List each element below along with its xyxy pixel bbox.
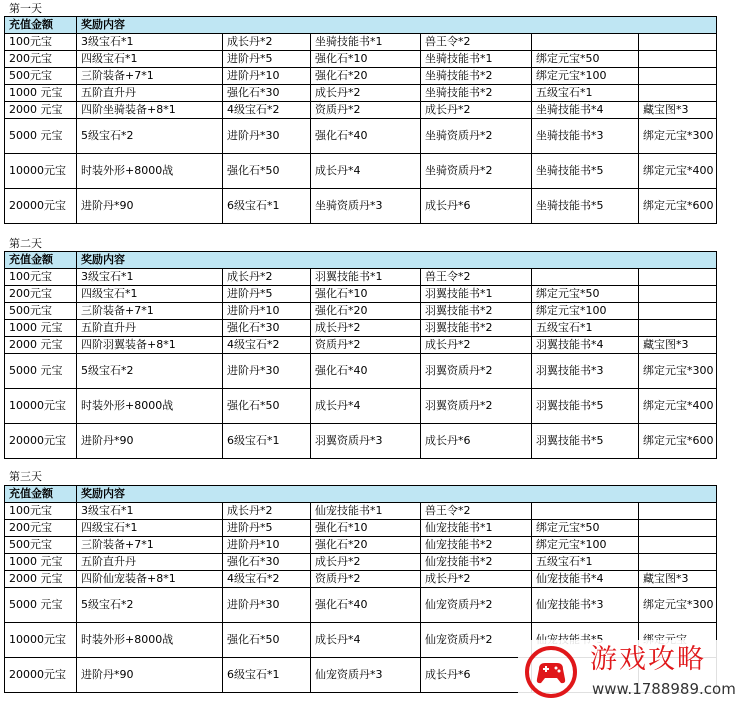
- reward-cell: 三阶装备+7*1: [77, 303, 223, 320]
- reward-cell: [532, 503, 639, 520]
- table-row: [5, 554, 717, 571]
- header-amount: 充值金额: [5, 252, 77, 269]
- table-row: [5, 154, 717, 189]
- reward-cell: 资质丹*2: [311, 571, 421, 588]
- amount-cell: 10000元宝: [5, 389, 77, 424]
- reward-cell: 进阶丹*5: [223, 520, 311, 537]
- reward-cell: 五级宝石*1: [532, 85, 639, 102]
- table-row: [5, 269, 717, 286]
- reward-cell: 仙宠技能书*2: [421, 554, 532, 571]
- amount-cell: 20000元宝: [5, 189, 77, 224]
- reward-cell: 成长丹*2: [311, 320, 421, 337]
- day-title: 第二天: [9, 237, 42, 250]
- watermark-title: 游戏攻略: [590, 644, 706, 675]
- reward-cell: 羽翼资质丹*2: [421, 354, 532, 389]
- reward-cell: 坐骑资质丹*2: [421, 119, 532, 154]
- reward-cell: 羽翼资质丹*3: [311, 424, 421, 459]
- table-row: [5, 424, 717, 459]
- reward-cell: [639, 269, 717, 286]
- reward-cell: 五级宝石*1: [532, 320, 639, 337]
- amount-cell: 100元宝: [5, 503, 77, 520]
- reward-cell: 藏宝图*3: [639, 571, 717, 588]
- amount-cell: 5000 元宝: [5, 588, 77, 623]
- reward-cell: 4级宝石*2: [223, 337, 311, 354]
- table-row: [5, 286, 717, 303]
- reward-cell: 强化石*20: [311, 303, 421, 320]
- reward-cell: 成长丹*4: [311, 154, 421, 189]
- reward-cell: 进阶丹*30: [223, 119, 311, 154]
- reward-cell: 时装外形+8000战: [77, 623, 223, 658]
- reward-cell: [639, 320, 717, 337]
- reward-cell: 成长丹*4: [311, 623, 421, 658]
- reward-cell: 坐骑技能书*2: [421, 85, 532, 102]
- reward-cell: 坐骑技能书*1: [311, 34, 421, 51]
- reward-cell: 绑定元宝*600: [639, 189, 717, 224]
- reward-cell: 羽翼资质丹*2: [421, 389, 532, 424]
- reward-cell: 进阶丹*90: [77, 189, 223, 224]
- reward-cell: 时装外形+8000战: [77, 389, 223, 424]
- amount-cell: 200元宝: [5, 286, 77, 303]
- reward-cell: 4级宝石*2: [223, 102, 311, 119]
- reward-cell: 强化石*50: [223, 623, 311, 658]
- table-header-row: [5, 252, 717, 269]
- reward-table: [4, 16, 717, 224]
- amount-cell: 2000 元宝: [5, 102, 77, 119]
- table-row: [5, 520, 717, 537]
- watermark-site: www.1788989.com: [592, 680, 736, 698]
- reward-cell: 6级宝石*1: [223, 424, 311, 459]
- reward-cell: 成长丹*2: [223, 269, 311, 286]
- reward-cell: [639, 85, 717, 102]
- reward-cell: 成长丹*6: [421, 424, 532, 459]
- reward-cell: 成长丹*2: [223, 503, 311, 520]
- reward-cell: 成长丹*2: [311, 554, 421, 571]
- reward-cell: 5级宝石*2: [77, 588, 223, 623]
- reward-cell: 强化石*30: [223, 320, 311, 337]
- amount-cell: 1000 元宝: [5, 85, 77, 102]
- amount-cell: 2000 元宝: [5, 337, 77, 354]
- table-row: [5, 354, 717, 389]
- reward-cell: 时装外形+8000战: [77, 154, 223, 189]
- reward-cell: 6级宝石*1: [223, 189, 311, 224]
- header-rewards: 奖励内容: [77, 252, 717, 269]
- reward-cell: [639, 520, 717, 537]
- reward-cell: 羽翼技能书*2: [421, 303, 532, 320]
- reward-cell: 3级宝石*1: [77, 503, 223, 520]
- reward-cell: 资质丹*2: [311, 337, 421, 354]
- reward-cell: 坐骑技能书*3: [532, 119, 639, 154]
- amount-cell: 100元宝: [5, 34, 77, 51]
- day-title: 第三天: [9, 470, 42, 483]
- amount-cell: 5000 元宝: [5, 354, 77, 389]
- reward-cell: 6级宝石*1: [223, 658, 311, 693]
- reward-cell: 5级宝石*2: [77, 119, 223, 154]
- amount-cell: 5000 元宝: [5, 119, 77, 154]
- reward-cell: 羽翼技能书*5: [532, 424, 639, 459]
- reward-cell: 5级宝石*2: [77, 354, 223, 389]
- reward-cell: 兽王令*2: [421, 269, 532, 286]
- reward-cell: 进阶丹*10: [223, 68, 311, 85]
- reward-cell: [639, 34, 717, 51]
- reward-cell: 成长丹*2: [421, 571, 532, 588]
- reward-cell: 成长丹*6: [421, 189, 532, 224]
- reward-cell: 进阶丹*90: [77, 658, 223, 693]
- reward-cell: 藏宝图*3: [639, 102, 717, 119]
- watermark: [518, 640, 736, 706]
- table-row: [5, 571, 717, 588]
- table-row: [5, 189, 717, 224]
- reward-cell: 五阶直升丹: [77, 85, 223, 102]
- table-row: [5, 588, 717, 623]
- reward-cell: [639, 554, 717, 571]
- reward-cell: 强化石*10: [311, 286, 421, 303]
- reward-cell: 3级宝石*1: [77, 269, 223, 286]
- day-title: 第一天: [9, 2, 42, 15]
- table-row: [5, 85, 717, 102]
- amount-cell: 20000元宝: [5, 424, 77, 459]
- reward-cell: 羽翼技能书*3: [532, 354, 639, 389]
- reward-cell: 仙宠技能书*2: [421, 537, 532, 554]
- amount-cell: 2000 元宝: [5, 571, 77, 588]
- reward-cell: 绑定元宝*400: [639, 389, 717, 424]
- reward-cell: [639, 51, 717, 68]
- reward-cell: 绑定元宝*100: [532, 303, 639, 320]
- reward-cell: 坐骑资质丹*2: [421, 154, 532, 189]
- table-header-row: [5, 17, 717, 34]
- reward-cell: 四阶仙宠装备+8*1: [77, 571, 223, 588]
- reward-cell: 3级宝石*1: [77, 34, 223, 51]
- table-header-row: [5, 486, 717, 503]
- reward-cell: 仙宠技能书*1: [311, 503, 421, 520]
- table-row: [5, 389, 717, 424]
- reward-cell: 羽翼技能书*5: [532, 389, 639, 424]
- reward-cell: 兽王令*2: [421, 503, 532, 520]
- amount-cell: 500元宝: [5, 537, 77, 554]
- reward-cell: 进阶丹*10: [223, 537, 311, 554]
- gamepad-logo-icon: [524, 645, 578, 699]
- reward-cell: 成长丹*2: [223, 34, 311, 51]
- reward-cell: 仙宠资质丹*3: [311, 658, 421, 693]
- reward-cell: 强化石*20: [311, 537, 421, 554]
- header-amount: 充值金额: [5, 486, 77, 503]
- reward-cell: 四级宝石*1: [77, 51, 223, 68]
- reward-cell: [639, 68, 717, 85]
- reward-cell: 成长丹*2: [311, 85, 421, 102]
- amount-cell: 200元宝: [5, 51, 77, 68]
- reward-cell: 强化石*10: [311, 520, 421, 537]
- table-row: [5, 320, 717, 337]
- amount-cell: 500元宝: [5, 68, 77, 85]
- reward-cell: 绑定元宝*300: [639, 119, 717, 154]
- reward-cell: 仙宠资质丹*2: [421, 623, 532, 658]
- table-row: [5, 537, 717, 554]
- header-amount: 充值金额: [5, 17, 77, 34]
- reward-cell: 强化石*50: [223, 389, 311, 424]
- reward-cell: 坐骑技能书*5: [532, 154, 639, 189]
- reward-cell: 强化石*40: [311, 588, 421, 623]
- reward-table: [4, 251, 717, 459]
- reward-cell: 绑定元宝*400: [639, 154, 717, 189]
- reward-cell: 四阶坐骑装备+8*1: [77, 102, 223, 119]
- reward-cell: 资质丹*2: [311, 102, 421, 119]
- reward-cell: 进阶丹*5: [223, 51, 311, 68]
- reward-cell: [532, 269, 639, 286]
- reward-cell: 仙宠技能书*1: [421, 520, 532, 537]
- reward-cell: 4级宝石*2: [223, 571, 311, 588]
- table-row: [5, 34, 717, 51]
- reward-cell: 仙宠技能书*3: [532, 588, 639, 623]
- reward-cell: 成长丹*2: [421, 337, 532, 354]
- amount-cell: 10000元宝: [5, 623, 77, 658]
- reward-cell: 仙宠资质丹*2: [421, 588, 532, 623]
- amount-cell: 1000 元宝: [5, 320, 77, 337]
- reward-cell: 羽翼技能书*1: [311, 269, 421, 286]
- amount-cell: 20000元宝: [5, 658, 77, 693]
- reward-cell: 四阶羽翼装备+8*1: [77, 337, 223, 354]
- reward-cell: 羽翼技能书*1: [421, 286, 532, 303]
- reward-cell: 羽翼技能书*2: [421, 320, 532, 337]
- reward-cell: 进阶丹*5: [223, 286, 311, 303]
- reward-cell: 绑定元宝*50: [532, 520, 639, 537]
- amount-cell: 200元宝: [5, 520, 77, 537]
- reward-cell: 绑定元宝*100: [532, 68, 639, 85]
- table-row: [5, 337, 717, 354]
- amount-cell: 100元宝: [5, 269, 77, 286]
- reward-cell: [639, 286, 717, 303]
- reward-cell: 进阶丹*30: [223, 588, 311, 623]
- reward-cell: 坐骑技能书*1: [421, 51, 532, 68]
- reward-cell: 四级宝石*1: [77, 286, 223, 303]
- reward-cell: 绑定元宝*300: [639, 588, 717, 623]
- reward-cell: 坐骑技能书*2: [421, 68, 532, 85]
- amount-cell: 10000元宝: [5, 154, 77, 189]
- reward-cell: 五阶直升丹: [77, 554, 223, 571]
- table-row: [5, 102, 717, 119]
- table-row: [5, 68, 717, 85]
- reward-cell: 三阶装备+7*1: [77, 68, 223, 85]
- reward-cell: 坐骑资质丹*3: [311, 189, 421, 224]
- reward-cell: [639, 537, 717, 554]
- reward-cell: 藏宝图*3: [639, 337, 717, 354]
- reward-cell: 羽翼技能书*4: [532, 337, 639, 354]
- reward-cell: 五级宝石*1: [532, 554, 639, 571]
- reward-cell: 强化石*40: [311, 354, 421, 389]
- header-rewards: 奖励内容: [77, 17, 717, 34]
- reward-cell: [639, 303, 717, 320]
- table-row: [5, 119, 717, 154]
- reward-cell: 五阶直升丹: [77, 320, 223, 337]
- reward-cell: 坐骑技能书*4: [532, 102, 639, 119]
- reward-cell: 三阶装备+7*1: [77, 537, 223, 554]
- reward-cell: 绑定元宝*50: [532, 286, 639, 303]
- reward-cell: 强化石*30: [223, 554, 311, 571]
- reward-cell: 强化石*10: [311, 51, 421, 68]
- reward-cell: 成长丹*6: [421, 658, 532, 693]
- reward-cell: 绑定元宝*100: [532, 537, 639, 554]
- reward-cell: 强化石*20: [311, 68, 421, 85]
- reward-cell: 坐骑技能书*5: [532, 189, 639, 224]
- reward-cell: 绑定元宝*300: [639, 354, 717, 389]
- reward-cell: 进阶丹*10: [223, 303, 311, 320]
- reward-cell: 成长丹*4: [311, 389, 421, 424]
- table-row: [5, 303, 717, 320]
- reward-cell: [639, 503, 717, 520]
- reward-cell: 仙宠技能书*4: [532, 571, 639, 588]
- reward-cell: 进阶丹*90: [77, 424, 223, 459]
- reward-cell: 绑定元宝*600: [639, 424, 717, 459]
- reward-cell: 进阶丹*30: [223, 354, 311, 389]
- reward-cell: 四级宝石*1: [77, 520, 223, 537]
- reward-cell: 强化石*30: [223, 85, 311, 102]
- table-row: [5, 51, 717, 68]
- header-rewards: 奖励内容: [77, 486, 717, 503]
- amount-cell: 1000 元宝: [5, 554, 77, 571]
- reward-cell: [532, 34, 639, 51]
- table-row: [5, 503, 717, 520]
- reward-cell: 绑定元宝*50: [532, 51, 639, 68]
- reward-cell: 兽王令*2: [421, 34, 532, 51]
- reward-cell: 强化石*40: [311, 119, 421, 154]
- reward-cell: 成长丹*2: [421, 102, 532, 119]
- amount-cell: 500元宝: [5, 303, 77, 320]
- reward-cell: 强化石*50: [223, 154, 311, 189]
